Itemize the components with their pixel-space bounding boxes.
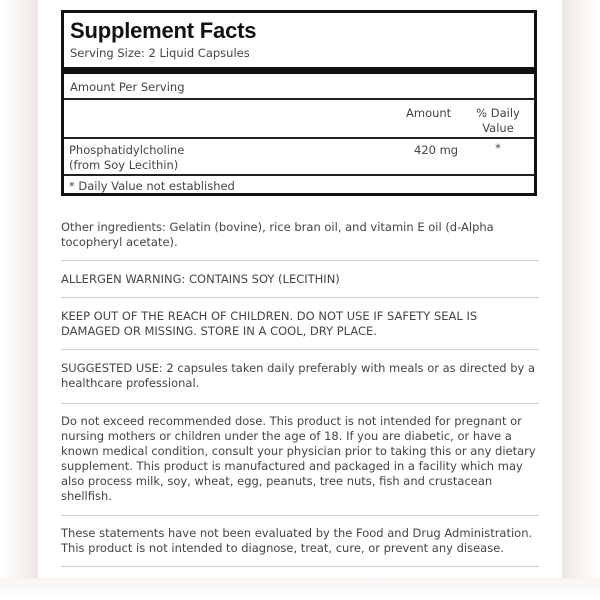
allergen-warning: ALLERGEN WARNING: CONTAINS SOY (LECITHIN)	[61, 272, 340, 286]
section-divider	[61, 297, 539, 298]
section-divider	[61, 403, 539, 404]
ingredient-source-line: (from Soy Lecithin)	[69, 158, 179, 172]
daily-value-footnote: * Daily Value not established	[69, 179, 235, 193]
background-right-shade	[562, 0, 600, 600]
label-page	[39, 0, 561, 578]
suggested-use: SUGGESTED USE: 2 capsules taken daily preferably with meals or as directed by a healthcare professional.	[61, 361, 536, 390]
caution-statement: Do not exceed recommended dose. This product is not intended for pregnant or nursing mothers or children under the age of 18. If you are diabetic, or have a known medical condition, consult your physician prior to taking this or any dietary supplement. This product is manufactured and packaged in a facility which may also process milk, soy, wheat, egg, peanuts, tree nuts, fish and crustacean shellfish.	[61, 414, 536, 503]
divider	[64, 174, 534, 176]
section-divider	[61, 515, 539, 516]
column-header-amount: Amount	[406, 106, 452, 120]
background-left-shade	[0, 0, 38, 600]
other-ingredients: Other ingredients: Gelatin (bovine), rice bran oil, and vitamin E oil (d-Alpha tocopheryl acetate).	[61, 220, 494, 249]
divider	[64, 98, 534, 100]
ingredient-name-line: Phosphatidylcholine	[69, 143, 185, 157]
ingredient-name	[69, 143, 184, 173]
ingredient-amount: 420 mg	[414, 143, 459, 157]
background-bottom-shade	[0, 578, 600, 600]
fda-disclaimer: These statements have not been evaluated by the Food and Drug Administration. This product is not intended to diagnose, treat, cure, or prevent any disease.	[61, 526, 533, 555]
supplement-facts-panel	[61, 10, 537, 196]
divider	[64, 137, 534, 139]
facts-title: Supplement Facts	[70, 18, 257, 43]
thick-divider	[64, 67, 534, 74]
section-divider	[61, 260, 539, 261]
amount-per-serving: Amount Per Serving	[70, 80, 185, 94]
column-header-daily-value: % Daily Value	[476, 106, 520, 135]
serving-size: Serving Size: 2 Liquid Capsules	[70, 46, 250, 60]
section-divider	[61, 566, 539, 567]
ingredient-daily-value: *	[495, 141, 501, 155]
section-divider	[61, 349, 539, 350]
keep-out-warning: KEEP OUT OF THE REACH OF CHILDREN. DO NOT USE IF SAFETY SEAL IS DAMAGED OR MISSING. STORE IN A COOL, DRY PLACE.	[61, 309, 478, 338]
